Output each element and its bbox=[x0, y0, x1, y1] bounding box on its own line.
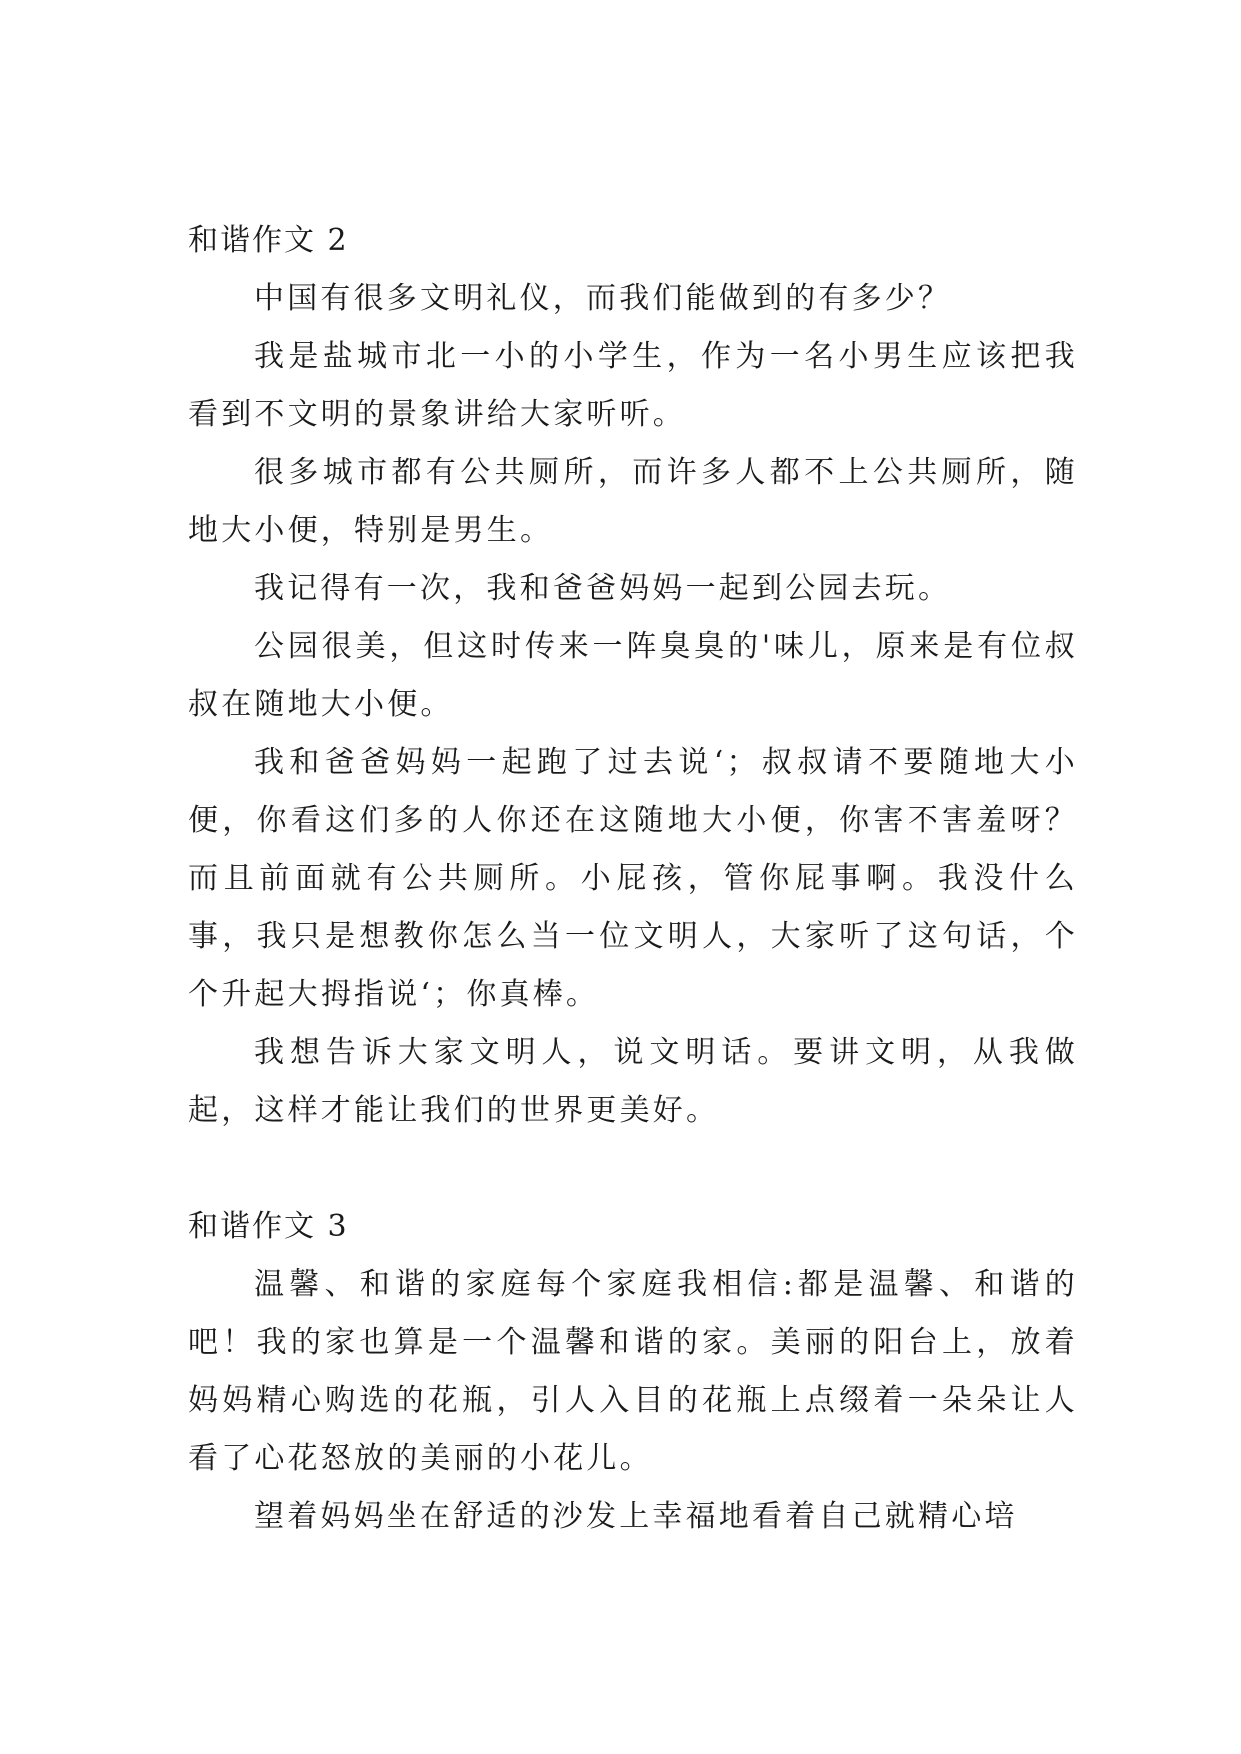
essay-paragraph: 公园很美，但这时传来一阵臭臭的'味儿，原来是有位叔叔在随地大小便。 bbox=[188, 629, 1078, 722]
essay-paragraph: 我和爸爸妈妈一起跑了过去说‘；叔叔请不要随地大小便，你看这们多的人你还在这随地大小便，你害不害羞呀？而且前面就有公共厕所。小屁孩，管你屁事啊。我没什么事，我只是想教你怎么当一位文明人，大家听了这句话，个个升起大拇指说‘；你真棒。 bbox=[188, 745, 1078, 1012]
essay-heading: 和谐作文 2 bbox=[188, 223, 349, 258]
essay-section-3 bbox=[188, 1198, 1078, 1546]
essay-paragraph: 我记得有一次，我和爸爸妈妈一起到公园去玩。 bbox=[254, 571, 952, 606]
essay-paragraph: 很多城市都有公共厕所，而许多人都不上公共厕所，随地大小便，特别是男生。 bbox=[188, 455, 1078, 548]
essay-paragraph: 温馨、和谐的家庭每个家庭我相信:都是温馨、和谐的吧！我的家也算是一个温馨和谐的家。美丽的阳台上，放着妈妈精心购选的花瓶，引人入目的花瓶上点缀着一朵朵让人看了心花怒放的美丽的小花儿。 bbox=[188, 1267, 1078, 1476]
essay-heading: 和谐作文 3 bbox=[188, 1209, 349, 1244]
essay-section-2 bbox=[188, 212, 1078, 1140]
essay-paragraph: 望着妈妈坐在舒适的沙发上幸福地看着自己就精心培 bbox=[254, 1499, 1018, 1534]
essay-paragraph: 中国有很多文明礼仪，而我们能做到的有多少？ bbox=[254, 281, 952, 316]
essay-paragraph: 我想告诉大家文明人，说文明话。要讲文明，从我做起，这样才能让我们的世界更美好。 bbox=[188, 1035, 1078, 1128]
document-body bbox=[188, 212, 1078, 1546]
essay-paragraph: 我是盐城市北一小的小学生，作为一名小男生应该把我看到不文明的景象讲给大家听听。 bbox=[188, 339, 1078, 432]
